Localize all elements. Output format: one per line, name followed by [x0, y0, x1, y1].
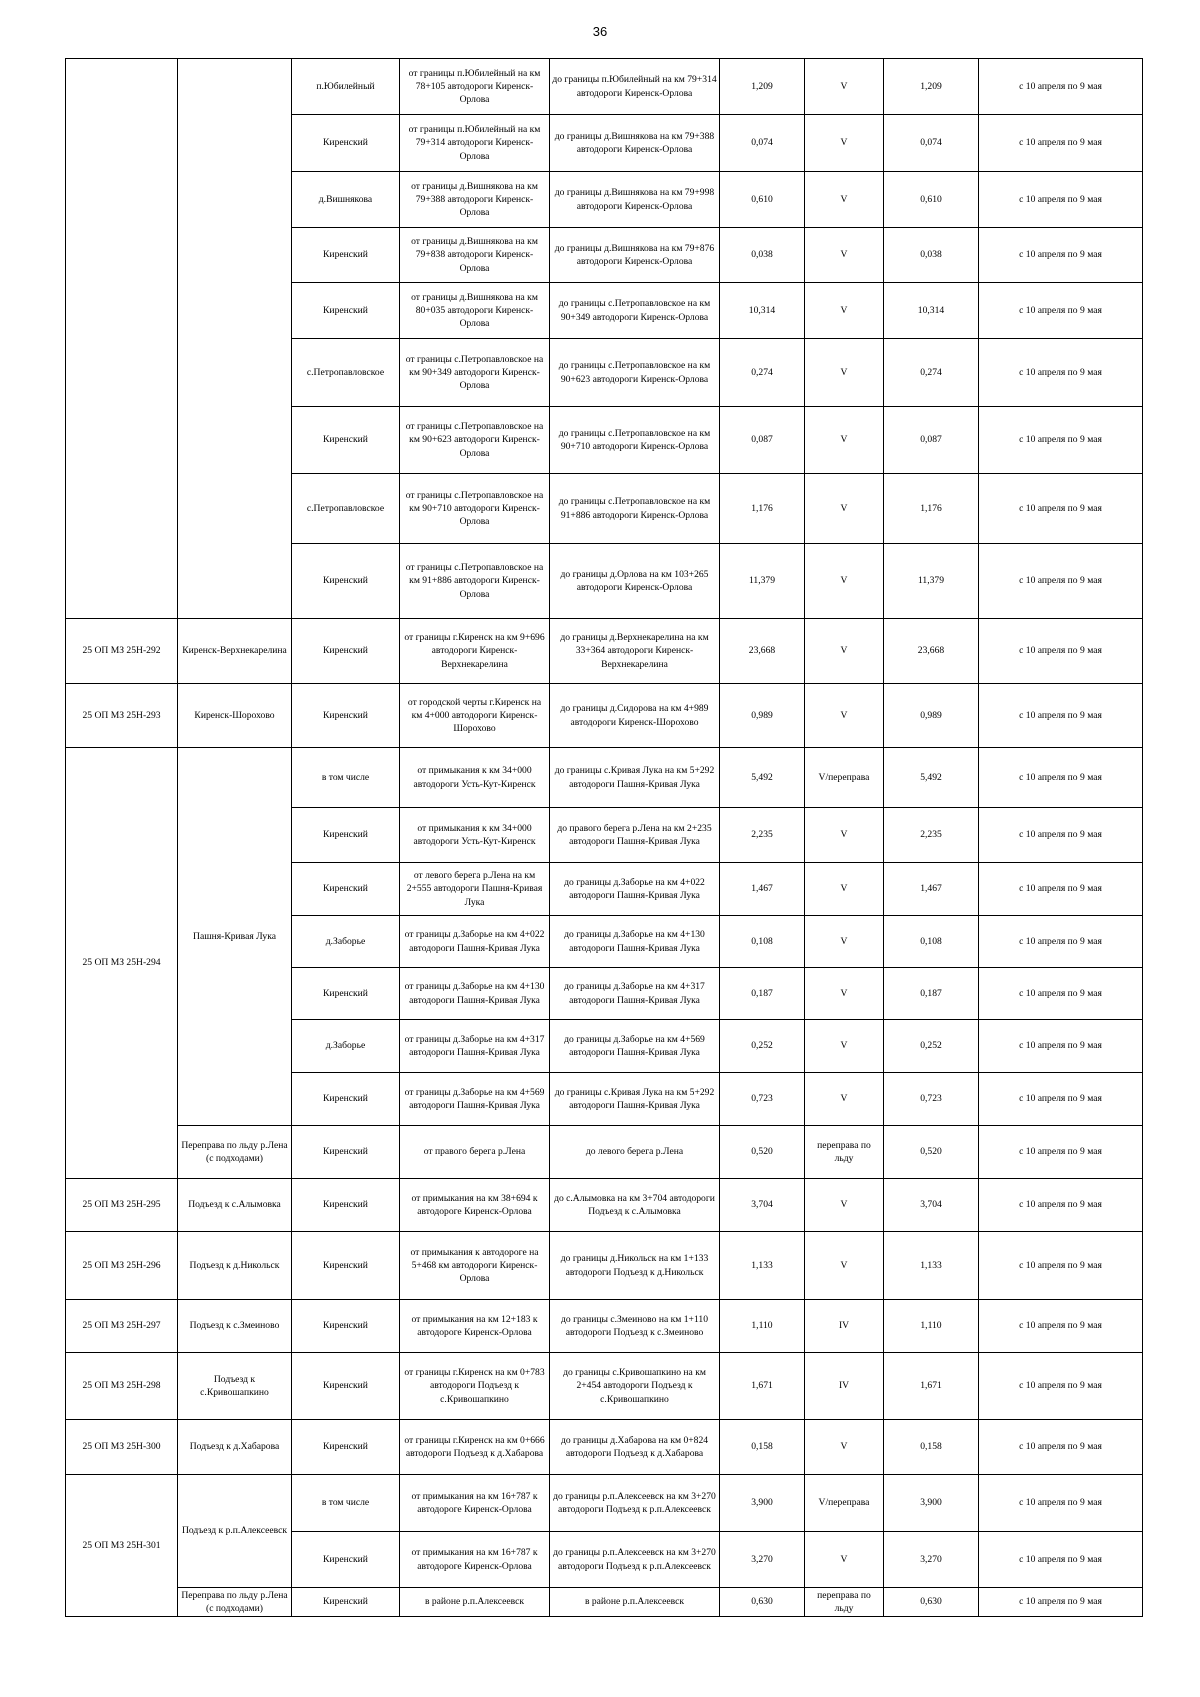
category-cell: V/переправа — [805, 1475, 884, 1532]
period-cell: с 10 апреля по 9 мая — [979, 407, 1143, 474]
category-cell: V — [805, 115, 884, 172]
length-cell: 0,610 — [720, 172, 805, 228]
district-cell: Киренский — [292, 228, 400, 283]
to-cell: до границы д.Вишнякова на км 79+998 автодороги Киренск-Орлова — [550, 172, 720, 228]
length-cell: 0,723 — [720, 1073, 805, 1126]
district-cell: с.Петропавловское — [292, 474, 400, 544]
district-cell: с.Петропавловское — [292, 339, 400, 407]
from-cell: от границы д.Заборье на км 4+569 автодороги Пашня-Кривая Лука — [400, 1073, 550, 1126]
to-cell: до границы д.Сидорова на км 4+989 автодороги Киренск-Шорохово — [550, 684, 720, 748]
length2-cell: 1,467 — [884, 863, 979, 916]
to-cell: до границы д.Вишнякова на км 79+876 автодороги Киренск-Орлова — [550, 228, 720, 283]
page-number: 36 — [592, 24, 608, 39]
district-cell: д.Вишнякова — [292, 172, 400, 228]
length-cell: 3,704 — [720, 1179, 805, 1232]
category-cell: V — [805, 339, 884, 407]
from-cell: от примыкания на км 38+694 к автодороге Киренск-Орлова — [400, 1179, 550, 1232]
period-cell: с 10 апреля по 9 мая — [979, 863, 1143, 916]
road-name-cell: Подъезд к с.Алымовка — [178, 1179, 292, 1232]
from-cell: от границы г.Киренск на км 0+783 автодороги Подъезд к с.Кривошапкино — [400, 1353, 550, 1420]
length2-cell: 0,187 — [884, 968, 979, 1020]
length2-cell: 3,900 — [884, 1475, 979, 1532]
length-cell: 0,274 — [720, 339, 805, 407]
to-cell: до границы д.Хабарова на км 0+824 автодороги Подъезд к д.Хабарова — [550, 1420, 720, 1475]
period-cell: с 10 апреля по 9 мая — [979, 619, 1143, 684]
district-cell: д.Заборье — [292, 1020, 400, 1073]
to-cell: до границы д.Верхнекарелина на км 33+364 автодороги Киренск-Верхнекарелина — [550, 619, 720, 684]
district-cell: Киренский — [292, 1300, 400, 1353]
district-cell: Киренский — [292, 684, 400, 748]
period-cell: с 10 апреля по 9 мая — [979, 748, 1143, 808]
length2-cell: 0,252 — [884, 1020, 979, 1073]
road-number-cell: 25 ОП МЗ 25Н-297 — [66, 1300, 178, 1353]
to-cell: до границы п.Юбилейный на км 79+314 автодороги Киренск-Орлова — [550, 59, 720, 115]
table-row — [66, 619, 1143, 684]
length-cell: 3,900 — [720, 1475, 805, 1532]
from-cell: от границы п.Юбилейный на км 78+105 автодороги Киренск-Орлова — [400, 59, 550, 115]
road-name-cell: Пашня-Кривая Лука — [178, 748, 292, 1126]
length2-cell: 0,158 — [884, 1420, 979, 1475]
category-cell: V — [805, 1420, 884, 1475]
table-row — [66, 1179, 1143, 1232]
length2-cell: 11,379 — [884, 544, 979, 619]
period-cell: с 10 апреля по 9 мая — [979, 916, 1143, 968]
length-cell: 0,520 — [720, 1126, 805, 1179]
category-cell: V — [805, 684, 884, 748]
district-cell: Киренский — [292, 863, 400, 916]
to-cell: до границы с.Кривошапкино на км 2+454 автодороги Подъезд к с.Кривошапкино — [550, 1353, 720, 1420]
period-cell: с 10 апреля по 9 мая — [979, 1588, 1143, 1617]
from-cell: от границы д.Заборье на км 4+317 автодороги Пашня-Кривая Лука — [400, 1020, 550, 1073]
to-cell: в районе р.п.Алексеевск — [550, 1588, 720, 1617]
district-cell: в том числе — [292, 748, 400, 808]
category-cell: V — [805, 863, 884, 916]
period-cell: с 10 апреля по 9 мая — [979, 1232, 1143, 1300]
crossing-name-cell: Переправа по льду р.Лена (с подходами) — [178, 1588, 292, 1617]
period-cell: с 10 апреля по 9 мая — [979, 59, 1143, 115]
length2-cell: 0,274 — [884, 339, 979, 407]
period-cell: с 10 апреля по 9 мая — [979, 172, 1143, 228]
road-name-cell — [178, 59, 292, 619]
category-cell: V — [805, 228, 884, 283]
from-cell: от примыкания на км 16+787 к автодороге Киренск-Орлова — [400, 1532, 550, 1588]
roads-table — [65, 58, 1143, 1617]
period-cell: с 10 апреля по 9 мая — [979, 544, 1143, 619]
district-cell: д.Заборье — [292, 916, 400, 968]
length2-cell: 1,671 — [884, 1353, 979, 1420]
district-cell: Киренский — [292, 407, 400, 474]
to-cell: до границы д.Заборье на км 4+130 автодороги Пашня-Кривая Лука — [550, 916, 720, 968]
district-cell: п.Юбилейный — [292, 59, 400, 115]
length-cell: 23,668 — [720, 619, 805, 684]
period-cell: с 10 апреля по 9 мая — [979, 474, 1143, 544]
to-cell: до границы д.Орлова на км 103+265 автодороги Киренск-Орлова — [550, 544, 720, 619]
length-cell: 10,314 — [720, 283, 805, 339]
road-number-cell: 25 ОП МЗ 25Н-296 — [66, 1232, 178, 1300]
period-cell: с 10 апреля по 9 мая — [979, 283, 1143, 339]
length-cell: 0,087 — [720, 407, 805, 474]
district-cell: в том числе — [292, 1475, 400, 1532]
period-cell: с 10 апреля по 9 мая — [979, 1532, 1143, 1588]
length-cell: 1,110 — [720, 1300, 805, 1353]
category-cell: V — [805, 544, 884, 619]
district-cell: Киренский — [292, 283, 400, 339]
length2-cell: 23,668 — [884, 619, 979, 684]
category-cell: IV — [805, 1353, 884, 1420]
from-cell: от городской черты г.Киренск на км 4+000 автодороги Киренск-Шорохово — [400, 684, 550, 748]
road-number-cell: 25 ОП МЗ 25Н-295 — [66, 1179, 178, 1232]
road-name-cell: Киренск-Верхнекарелина — [178, 619, 292, 684]
from-cell: от левого берега р.Лена на км 2+555 автодороги Пашня-Кривая Лука — [400, 863, 550, 916]
district-cell: Киренский — [292, 1179, 400, 1232]
road-number-cell: 25 ОП МЗ 25Н-298 — [66, 1353, 178, 1420]
table-row — [66, 1353, 1143, 1420]
category-cell: V — [805, 1073, 884, 1126]
length2-cell: 0,610 — [884, 172, 979, 228]
period-cell: с 10 апреля по 9 мая — [979, 968, 1143, 1020]
table-row — [66, 1300, 1143, 1353]
to-cell: до левого берега р.Лена — [550, 1126, 720, 1179]
road-number-cell: 25 ОП МЗ 25Н-292 — [66, 619, 178, 684]
from-cell: от примыкания к км 34+000 автодороги Усть-Кут-Киренск — [400, 808, 550, 863]
length-cell: 0,158 — [720, 1420, 805, 1475]
from-cell: от примыкания на км 16+787 к автодороге Киренск-Орлова — [400, 1475, 550, 1532]
category-cell: V — [805, 1179, 884, 1232]
district-cell: Киренский — [292, 619, 400, 684]
category-cell: V — [805, 1020, 884, 1073]
period-cell: с 10 апреля по 9 мая — [979, 1020, 1143, 1073]
table-row — [66, 748, 1143, 808]
from-cell: от правого берега р.Лена — [400, 1126, 550, 1179]
length-cell: 0,630 — [720, 1588, 805, 1617]
to-cell: до границы д.Заборье на км 4+317 автодороги Пашня-Кривая Лука — [550, 968, 720, 1020]
district-cell: Киренский — [292, 1353, 400, 1420]
length2-cell: 3,270 — [884, 1532, 979, 1588]
category-cell: V/переправа — [805, 748, 884, 808]
length2-cell: 0,074 — [884, 115, 979, 172]
length-cell: 5,492 — [720, 748, 805, 808]
to-cell: до границы р.п.Алексеевск на км 3+270 автодороги Подъезд к р.п.Алексеевск — [550, 1475, 720, 1532]
to-cell: до границы д.Вишнякова на км 79+388 автодороги Киренск-Орлова — [550, 115, 720, 172]
category-cell: V — [805, 916, 884, 968]
from-cell: от границы д.Заборье на км 4+022 автодороги Пашня-Кривая Лука — [400, 916, 550, 968]
from-cell: от границы с.Петропавловское на км 90+623 автодороги Киренск-Орлова — [400, 407, 550, 474]
length-cell: 1,209 — [720, 59, 805, 115]
category-cell: V — [805, 407, 884, 474]
category-cell: V — [805, 1532, 884, 1588]
to-cell: до границы с.Кривая Лука на км 5+292 автодороги Пашня-Кривая Лука — [550, 748, 720, 808]
district-cell: Киренский — [292, 1420, 400, 1475]
road-number-cell — [66, 59, 178, 619]
length2-cell: 0,108 — [884, 916, 979, 968]
road-number-cell: 25 ОП МЗ 25Н-301 — [66, 1475, 178, 1617]
length-cell: 1,467 — [720, 863, 805, 916]
length2-cell: 1,133 — [884, 1232, 979, 1300]
to-cell: до границы р.п.Алексеевск на км 3+270 автодороги Подъезд к р.п.Алексеевск — [550, 1532, 720, 1588]
length-cell: 1,133 — [720, 1232, 805, 1300]
category-cell: V — [805, 474, 884, 544]
from-cell: от границы п.Юбилейный на км 79+314 автодороги Киренск-Орлова — [400, 115, 550, 172]
to-cell: до границы с.Петропавловское на км 91+886 автодороги Киренск-Орлова — [550, 474, 720, 544]
length2-cell: 0,087 — [884, 407, 979, 474]
period-cell: с 10 апреля по 9 мая — [979, 1420, 1143, 1475]
category-cell: V — [805, 808, 884, 863]
district-cell: Киренский — [292, 1126, 400, 1179]
period-cell: с 10 апреля по 9 мая — [979, 1126, 1143, 1179]
to-cell: до границы д.Заборье на км 4+022 автодороги Пашня-Кривая Лука — [550, 863, 720, 916]
to-cell: до границы с.Петропавловское на км 90+710 автодороги Киренск-Орлова — [550, 407, 720, 474]
length-cell: 0,252 — [720, 1020, 805, 1073]
from-cell: от границы д.Вишнякова на км 80+035 автодороги Киренск-Орлова — [400, 283, 550, 339]
road-number-cell: 25 ОП МЗ 25Н-294 — [66, 748, 178, 1179]
road-name-cell: Подъезд к с.Змеиново — [178, 1300, 292, 1353]
category-cell: переправа по льду — [805, 1126, 884, 1179]
length2-cell: 1,176 — [884, 474, 979, 544]
category-cell: IV — [805, 1300, 884, 1353]
district-cell: Киренский — [292, 115, 400, 172]
district-cell: Киренский — [292, 1532, 400, 1588]
period-cell: с 10 апреля по 9 мая — [979, 1475, 1143, 1532]
category-cell: V — [805, 968, 884, 1020]
period-cell: с 10 апреля по 9 мая — [979, 684, 1143, 748]
to-cell: до с.Алымовка на км 3+704 автодороги Подъезд к с.Алымовка — [550, 1179, 720, 1232]
crossing-name-cell: Переправа по льду р.Лена (с подходами) — [178, 1126, 292, 1179]
from-cell: в районе р.п.Алексеевск — [400, 1588, 550, 1617]
from-cell: от границы с.Петропавловское на км 90+710 автодороги Киренск-Орлова — [400, 474, 550, 544]
period-cell: с 10 апреля по 9 мая — [979, 115, 1143, 172]
category-cell: V — [805, 172, 884, 228]
category-cell: V — [805, 283, 884, 339]
road-number-cell: 25 ОП МЗ 25Н-300 — [66, 1420, 178, 1475]
to-cell: до границы д.Заборье на км 4+569 автодороги Пашня-Кривая Лука — [550, 1020, 720, 1073]
period-cell: с 10 апреля по 9 мая — [979, 1353, 1143, 1420]
length2-cell: 0,723 — [884, 1073, 979, 1126]
road-name-cell: Подъезд к д.Никольск — [178, 1232, 292, 1300]
to-cell: до границы с.Кривая Лука на км 5+292 автодороги Пашня-Кривая Лука — [550, 1073, 720, 1126]
table-row — [66, 59, 1143, 115]
from-cell: от границы г.Киренск на км 9+696 автодороги Киренск-Верхнекарелина — [400, 619, 550, 684]
from-cell: от границы д.Заборье на км 4+130 автодороги Пашня-Кривая Лука — [400, 968, 550, 1020]
length2-cell: 0,630 — [884, 1588, 979, 1617]
length2-cell: 1,110 — [884, 1300, 979, 1353]
to-cell: до границы с.Петропавловское на км 90+623 автодороги Киренск-Орлова — [550, 339, 720, 407]
from-cell: от границы с.Петропавловское на км 90+349 автодороги Киренск-Орлова — [400, 339, 550, 407]
district-cell: Киренский — [292, 1232, 400, 1300]
category-cell: V — [805, 1232, 884, 1300]
period-cell: с 10 апреля по 9 мая — [979, 1300, 1143, 1353]
period-cell: с 10 апреля по 9 мая — [979, 228, 1143, 283]
length-cell: 11,379 — [720, 544, 805, 619]
period-cell: с 10 апреля по 9 мая — [979, 808, 1143, 863]
from-cell: от примыкания на км 12+183 к автодороге Киренск-Орлова — [400, 1300, 550, 1353]
length-cell: 2,235 — [720, 808, 805, 863]
length2-cell: 0,520 — [884, 1126, 979, 1179]
from-cell: от примыкания к автодороге на 5+468 км автодороги Киренск-Орлова — [400, 1232, 550, 1300]
table-row — [66, 1420, 1143, 1475]
district-cell: Киренский — [292, 808, 400, 863]
length-cell: 0,038 — [720, 228, 805, 283]
length2-cell: 5,492 — [884, 748, 979, 808]
length-cell: 1,176 — [720, 474, 805, 544]
length2-cell: 3,704 — [884, 1179, 979, 1232]
district-cell: Киренский — [292, 968, 400, 1020]
from-cell: от границы д.Вишнякова на км 79+388 автодороги Киренск-Орлова — [400, 172, 550, 228]
road-number-cell: 25 ОП МЗ 25Н-293 — [66, 684, 178, 748]
period-cell: с 10 апреля по 9 мая — [979, 339, 1143, 407]
length2-cell: 0,038 — [884, 228, 979, 283]
length2-cell: 10,314 — [884, 283, 979, 339]
table-row — [66, 1588, 1143, 1617]
to-cell: до правого берега р.Лена на км 2+235 автодороги Пашня-Кривая Лука — [550, 808, 720, 863]
category-cell: переправа по льду — [805, 1588, 884, 1617]
from-cell: от границы д.Вишнякова на км 79+838 автодороги Киренск-Орлова — [400, 228, 550, 283]
from-cell: от границы с.Петропавловское на км 91+886 автодороги Киренск-Орлова — [400, 544, 550, 619]
length2-cell: 0,989 — [884, 684, 979, 748]
road-name-cell: Подъезд к с.Кривошапкино — [178, 1353, 292, 1420]
road-name-cell: Подъезд к д.Хабарова — [178, 1420, 292, 1475]
from-cell: от границы г.Киренск на км 0+666 автодороги Подъезд к д.Хабарова — [400, 1420, 550, 1475]
road-name-cell: Подъезд к р.п.Алексеевск — [178, 1475, 292, 1588]
length-cell: 0,074 — [720, 115, 805, 172]
period-cell: с 10 апреля по 9 мая — [979, 1073, 1143, 1126]
district-cell: Киренский — [292, 1073, 400, 1126]
to-cell: до границы с.Петропавловское на км 90+349 автодороги Киренск-Орлова — [550, 283, 720, 339]
road-name-cell: Киренск-Шорохово — [178, 684, 292, 748]
length-cell: 0,187 — [720, 968, 805, 1020]
table-row — [66, 684, 1143, 748]
to-cell: до границы с.Змеиново на км 1+110 автодороги Подъезд к с.Змеиново — [550, 1300, 720, 1353]
table-row — [66, 1475, 1143, 1532]
category-cell: V — [805, 59, 884, 115]
length-cell: 0,108 — [720, 916, 805, 968]
length-cell: 0,989 — [720, 684, 805, 748]
table-row — [66, 1126, 1143, 1179]
length2-cell: 2,235 — [884, 808, 979, 863]
category-cell: V — [805, 619, 884, 684]
to-cell: до границы д.Никольск на км 1+133 автодороги Подъезд к д.Никольск — [550, 1232, 720, 1300]
district-cell: Киренский — [292, 544, 400, 619]
from-cell: от примыкания к км 34+000 автодороги Усть-Кут-Киренск — [400, 748, 550, 808]
period-cell: с 10 апреля по 9 мая — [979, 1179, 1143, 1232]
district-cell: Киренский — [292, 1588, 400, 1617]
length-cell: 3,270 — [720, 1532, 805, 1588]
length-cell: 1,671 — [720, 1353, 805, 1420]
table-row — [66, 1232, 1143, 1300]
length2-cell: 1,209 — [884, 59, 979, 115]
